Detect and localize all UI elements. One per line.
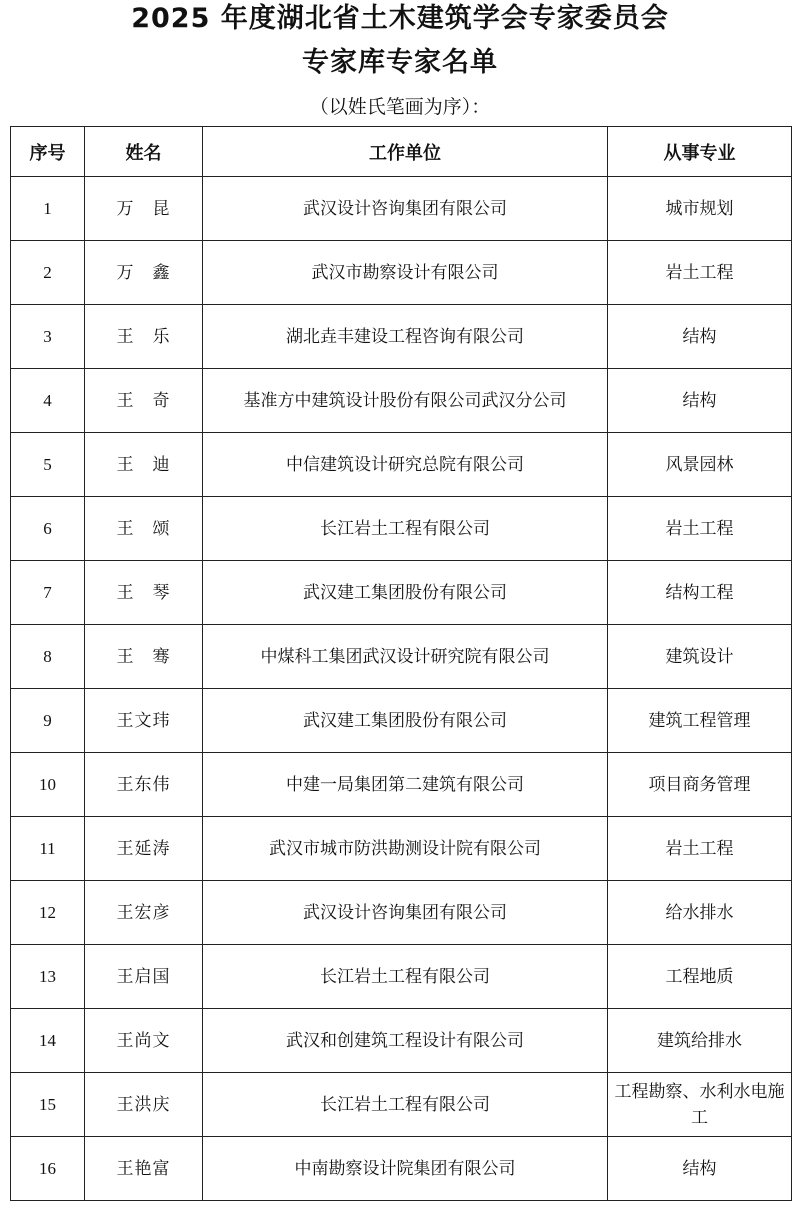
- cell-serial-number: 1: [11, 177, 85, 241]
- cell-serial-number: 8: [11, 625, 85, 689]
- cell-name: 王文玮: [85, 689, 203, 753]
- cell-work-unit: 武汉设计咨询集团有限公司: [203, 881, 608, 945]
- cell-work-unit: 武汉建工集团股份有限公司: [203, 689, 608, 753]
- cell-name: 万 鑫: [85, 241, 203, 305]
- cell-specialty: 城市规划: [608, 177, 792, 241]
- cell-name: 王尚文: [85, 1009, 203, 1073]
- table-row: [11, 817, 792, 881]
- cell-name: 王 颂: [85, 497, 203, 561]
- table-row: [11, 1137, 792, 1201]
- cell-specialty: 工程勘察、水利水电施工: [608, 1073, 792, 1137]
- cell-serial-number: 7: [11, 561, 85, 625]
- cell-specialty: 工程地质: [608, 945, 792, 1009]
- cell-serial-number: 14: [11, 1009, 85, 1073]
- cell-work-unit: 长江岩土工程有限公司: [203, 1073, 608, 1137]
- cell-work-unit: 武汉建工集团股份有限公司: [203, 561, 608, 625]
- cell-work-unit: 武汉和创建筑工程设计有限公司: [203, 1009, 608, 1073]
- cell-work-unit: 中信建筑设计研究总院有限公司: [203, 433, 608, 497]
- cell-specialty: 岩土工程: [608, 817, 792, 881]
- cell-name: 王东伟: [85, 753, 203, 817]
- cell-work-unit: 长江岩土工程有限公司: [203, 945, 608, 1009]
- table-row: [11, 753, 792, 817]
- cell-serial-number: 12: [11, 881, 85, 945]
- table-row: [11, 1009, 792, 1073]
- table-row: [11, 689, 792, 753]
- cell-work-unit: 长江岩土工程有限公司: [203, 497, 608, 561]
- cell-serial-number: 6: [11, 497, 85, 561]
- cell-serial-number: 13: [11, 945, 85, 1009]
- table-row: [11, 433, 792, 497]
- table-row: [11, 881, 792, 945]
- cell-name: 王 乐: [85, 305, 203, 369]
- cell-name: 王艳富: [85, 1137, 203, 1201]
- cell-name: 王洪庆: [85, 1073, 203, 1137]
- table-row: [11, 369, 792, 433]
- table-header-row: [11, 127, 792, 177]
- cell-specialty: 结构: [608, 369, 792, 433]
- table-row: [11, 177, 792, 241]
- cell-serial-number: 3: [11, 305, 85, 369]
- cell-specialty: 结构: [608, 305, 792, 369]
- cell-name: 王启国: [85, 945, 203, 1009]
- cell-specialty: 结构工程: [608, 561, 792, 625]
- cell-name: 王延涛: [85, 817, 203, 881]
- cell-serial-number: 15: [11, 1073, 85, 1137]
- header-work-unit: 工作单位: [203, 127, 608, 177]
- cell-serial-number: 16: [11, 1137, 85, 1201]
- cell-serial-number: 9: [11, 689, 85, 753]
- table-row: [11, 497, 792, 561]
- cell-name: 王 骞: [85, 625, 203, 689]
- cell-work-unit: 基准方中建筑设计股份有限公司武汉分公司: [203, 369, 608, 433]
- cell-work-unit: 武汉市城市防洪勘测设计院有限公司: [203, 817, 608, 881]
- table-row: [11, 625, 792, 689]
- cell-work-unit: 中南勘察设计院集团有限公司: [203, 1137, 608, 1201]
- cell-serial-number: 2: [11, 241, 85, 305]
- cell-work-unit: 中煤科工集团武汉设计研究院有限公司: [203, 625, 608, 689]
- cell-specialty: 岩土工程: [608, 241, 792, 305]
- cell-specialty: 建筑设计: [608, 625, 792, 689]
- cell-serial-number: 10: [11, 753, 85, 817]
- cell-work-unit: 武汉市勘察设计有限公司: [203, 241, 608, 305]
- cell-specialty: 建筑工程管理: [608, 689, 792, 753]
- table-body: [11, 177, 792, 1201]
- header-name: 姓名: [85, 127, 203, 177]
- header-serial-number: 序号: [11, 127, 85, 177]
- cell-name: 万 昆: [85, 177, 203, 241]
- table-row: [11, 945, 792, 1009]
- cell-serial-number: 5: [11, 433, 85, 497]
- table-row: [11, 561, 792, 625]
- document-title-line-2: 专家库专家名单: [302, 47, 498, 78]
- cell-serial-number: 11: [11, 817, 85, 881]
- cell-name: 王 琴: [85, 561, 203, 625]
- cell-serial-number: 4: [11, 369, 85, 433]
- expert-roster-table: [10, 126, 792, 1201]
- ordering-note: （以姓氏笔画为序）：: [309, 96, 491, 118]
- table-row: [11, 1073, 792, 1137]
- cell-specialty: 项目商务管理: [608, 753, 792, 817]
- cell-name: 王宏彦: [85, 881, 203, 945]
- cell-name: 王 奇: [85, 369, 203, 433]
- cell-specialty: 结构: [608, 1137, 792, 1201]
- cell-specialty: 风景园林: [608, 433, 792, 497]
- cell-work-unit: 武汉设计咨询集团有限公司: [203, 177, 608, 241]
- cell-name: 王 迪: [85, 433, 203, 497]
- table-row: [11, 305, 792, 369]
- header-specialty: 从事专业: [608, 127, 792, 177]
- cell-specialty: 建筑给排水: [608, 1009, 792, 1073]
- cell-work-unit: 中建一局集团第二建筑有限公司: [203, 753, 608, 817]
- table-row: [11, 241, 792, 305]
- document-title-line-1: 2025 年度湖北省土木建筑学会专家委员会: [131, 3, 669, 34]
- cell-specialty: 岩土工程: [608, 497, 792, 561]
- cell-specialty: 给水排水: [608, 881, 792, 945]
- cell-work-unit: 湖北垚丰建设工程咨询有限公司: [203, 305, 608, 369]
